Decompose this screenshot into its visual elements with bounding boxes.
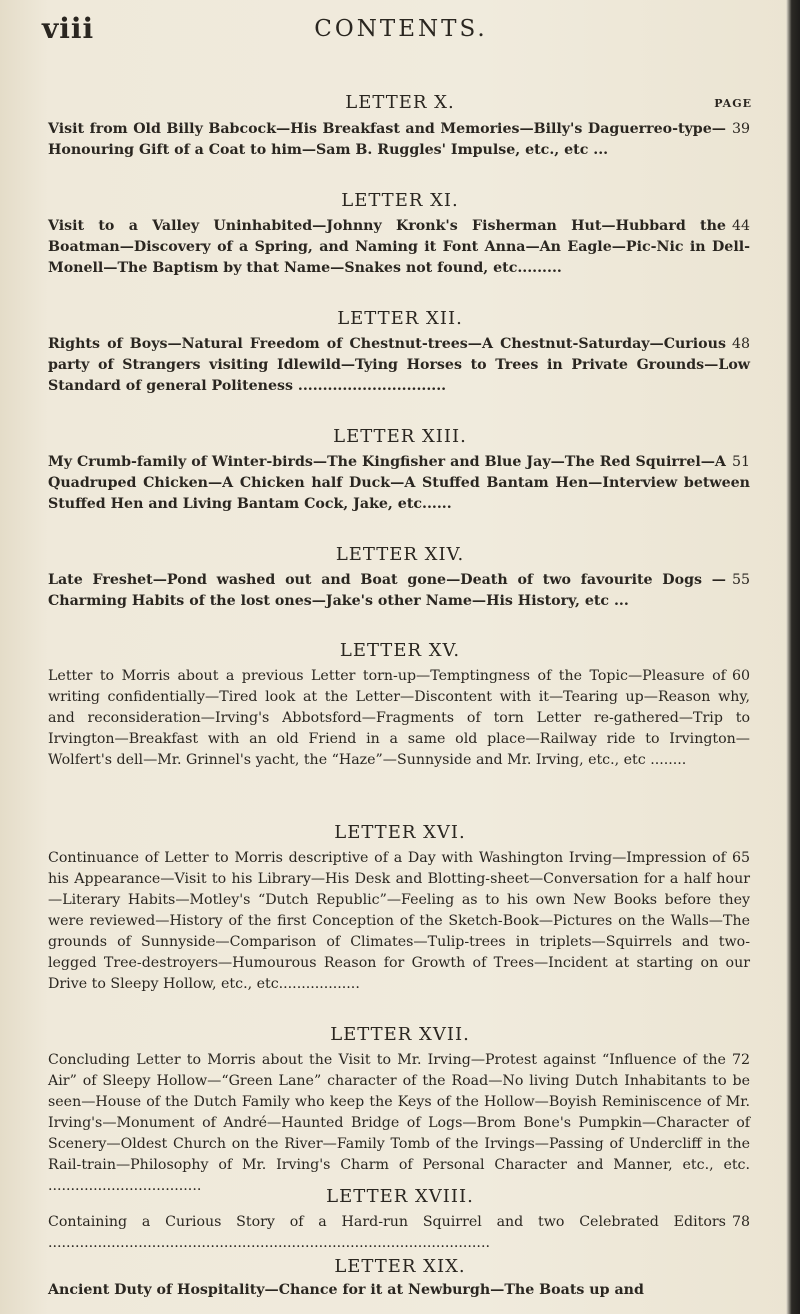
contents-entry: [48, 666, 750, 771]
entry-text: Ancient Duty of Hospitality—Chance for it at Newburgh—The Boats up and: [48, 1282, 644, 1298]
page-number: 39: [731, 121, 750, 137]
page-number: 78: [731, 1214, 750, 1230]
contents-entry: [48, 334, 750, 397]
contents-entry: [48, 1280, 750, 1301]
page-number: 65: [731, 850, 750, 866]
contents-entry: [48, 1212, 750, 1254]
entry-text: Letter to Morris about a previous Letter torn-up—Temptingness of the Topic—Pleasure of writing confidentially—Tired look at the Letter—Discontent with it—Tearing up—Reason why, and reconsideration—Irving's Abbotsford—Fragments of torn Letter re-gathered—Trip to Irvington—Breakfast with an old Friend in a same old place—Railway ride to Irvington—Wolfert's dell—Mr. Grinnel's yacht, the “Haze”—Sunnyside and Mr. Irving, etc., etc ........: [48, 668, 750, 768]
entry-text: My Crumb-family of Winter-birds—The Kingfisher and Blue Jay—The Red Squirrel—A Quadruped Chicken—A Chicken half Duck—A Stuffed Bantam Hen—Interview between Stuffed Hen and Living Bantam Cock, Jake, etc......: [48, 454, 750, 512]
contents-entry: [48, 216, 750, 279]
contents-entry: [48, 570, 750, 612]
letter-heading: LETTER XV.: [339, 640, 461, 661]
entry-text: Visit from Old Billy Babcock—His Breakfast and Memories—Billy's Daguerreo-type—Honouring Gift of a Coat to him—Sam B. Ruggles' Impulse, etc., etc ...: [48, 121, 726, 158]
page-number: 72: [731, 1052, 750, 1068]
page-header: [42, 12, 760, 52]
letter-heading: LETTER XVI.: [334, 822, 466, 843]
contents-entry: [48, 452, 750, 515]
entry-text: Rights of Boys—Natural Freedom of Chestnut-trees—A Chestnut-Saturday—Curious party of Strangers visiting Idlewild—Tying Horses to Trees in Private Grounds—Low Standard of general Politeness ..............................: [48, 336, 750, 394]
entry-text: Continuance of Letter to Morris descriptive of a Day with Washington Irving—Impression of his Appearance—Visit to his Library—His Desk and Blotting-sheet—Conversation for a half hour—Literary Habits—Motley's “Dutch Republic”—Feeling as to his own New Books before they were reviewed—History of the first Conception of the Sketch-Book—Pictures on the Walls—The grounds of Sunnyside—Comparison of Climates—Tulip-trees in triplets—Squirrels and two-legged Tree-destroyers—Humourous Reason for Growth of Trees—Incident at starting on our Drive to Sleepy Hollow, etc., etc..................: [48, 850, 750, 992]
letter-heading: LETTER X.: [345, 92, 455, 113]
page-number: 48: [731, 336, 750, 352]
page-number: 60: [731, 668, 750, 684]
letter-heading: LETTER XI.: [341, 190, 459, 211]
letter-heading: LETTER XIX.: [334, 1256, 466, 1277]
page-number: 51: [731, 454, 750, 470]
page-column-label: PAGE: [714, 97, 752, 110]
letter-heading: LETTER XIII.: [333, 426, 467, 447]
contents-entry: [48, 119, 750, 161]
letter-heading: LETTER XVII.: [330, 1024, 470, 1045]
page-number: 55: [731, 572, 750, 588]
contents-entry: [48, 1050, 750, 1197]
running-title: CONTENTS.: [314, 16, 488, 42]
letter-heading: LETTER XIV.: [335, 544, 465, 565]
entry-text: Concluding Letter to Morris about the Visit to Mr. Irving—Protest against “Influence of the Air” of Sleepy Hollow—“Green Lane” character of the Road—No living Dutch Inhabitants to be seen—House of the Dutch Family who keep the Keys of the Hollow—Boyish Reminiscence of Mr. Irving's—Monument of André—Haunted Bridge of Logs—Brom Bone's Pumpkin—Character of Scenery—Oldest Church on the River—Family Tomb of the Irvings—Passing of Undercliff in the Rail-train—Philosophy of Mr. Irving's Charm of Personal Character and Manner, etc., etc. ..................................: [48, 1052, 750, 1194]
letter-heading: LETTER XVIII.: [326, 1186, 474, 1207]
entry-text: Containing a Curious Story of a Hard-run Squirrel and two Celebrated Editors ..................................................................................................: [48, 1214, 726, 1251]
entry-text: Late Freshet—Pond washed out and Boat gone—Death of two favourite Dogs —Charming Habits of the lost ones—Jake's other Name—His History, etc ...: [48, 572, 726, 609]
page-folio: viii: [42, 12, 95, 45]
page-number: 44: [731, 218, 750, 234]
letter-heading: LETTER XII.: [337, 308, 463, 329]
entry-text: Visit to a Valley Uninhabited—Johnny Kronk's Fisherman Hut—Hubbard the Boatman—Discovery of a Spring, and Naming it Font Anna—An Eagle—Pic-Nic in Dell-Monell—The Baptism by that Name—Snakes not found, etc.........: [48, 218, 750, 276]
contents-entry: [48, 848, 750, 995]
